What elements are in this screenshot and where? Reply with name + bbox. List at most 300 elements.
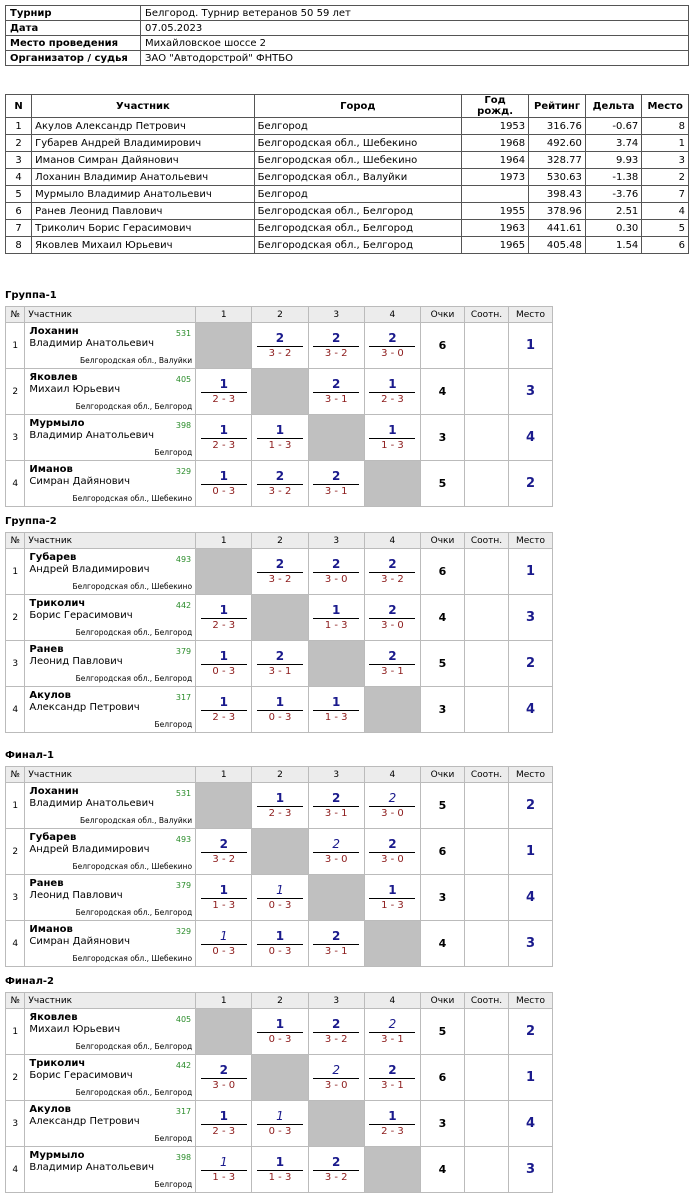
group-table: [5, 766, 553, 967]
points: 6: [421, 1055, 465, 1101]
table-row: [6, 203, 689, 220]
table-cell: Акулов Александр Петрович: [32, 118, 254, 135]
match-score: 2: [257, 331, 303, 347]
place: 4: [508, 687, 552, 733]
group-table: [5, 306, 553, 507]
row-number: 3: [6, 415, 25, 461]
row-number: 1: [6, 323, 25, 369]
game-score: 3 - 1: [324, 393, 348, 405]
group-column-header: 4: [364, 533, 420, 549]
diagonal-cell: [252, 1055, 308, 1101]
participant-surname: Яковлев: [29, 372, 78, 383]
group-column-header: Участник: [25, 993, 196, 1009]
table-cell: 378.96: [529, 203, 586, 220]
diagonal-cell: [308, 641, 364, 687]
match-result: [252, 687, 308, 733]
participant-rating: 531: [175, 789, 192, 798]
match-score: 2: [257, 557, 303, 573]
match-score: 2: [369, 791, 415, 807]
points: 3: [421, 687, 465, 733]
game-score: 3 - 0: [381, 853, 404, 865]
table-cell: 8: [6, 237, 32, 254]
participant-first-name: Симран Дайянович: [29, 936, 131, 947]
match-score: 1: [369, 377, 415, 393]
game-score: 3 - 2: [212, 853, 236, 865]
match-score: 2: [369, 557, 415, 573]
group-row: [6, 549, 553, 595]
match-score: 1: [313, 603, 359, 619]
participant-city: Белгород: [154, 1134, 193, 1143]
group-title: Финал-2: [5, 976, 55, 987]
points: 5: [421, 1009, 465, 1055]
place: 1: [508, 829, 552, 875]
match-score: 1: [369, 883, 415, 899]
info-row: [6, 36, 689, 51]
tournament-info-table: [5, 5, 689, 66]
table-cell: Лоханин Владимир Анатольевич: [32, 169, 254, 186]
match-result: [252, 1009, 308, 1055]
group-column-header: 2: [252, 307, 308, 323]
group-column-header: 2: [252, 993, 308, 1009]
game-score: 1 - 3: [212, 1171, 236, 1183]
participant-city: Белгородская обл., Шебекино: [72, 582, 193, 591]
place: 4: [508, 1101, 552, 1147]
game-score: 2 - 3: [212, 439, 236, 451]
group-row: [6, 687, 553, 733]
group-row: [6, 461, 553, 507]
group-column-header: Участник: [25, 533, 196, 549]
participant-surname: Мурмыло: [29, 418, 85, 429]
participant-cell: [25, 687, 196, 733]
table-cell: 1: [642, 135, 689, 152]
points: 6: [421, 829, 465, 875]
match-score: 2: [369, 1063, 415, 1079]
participant-first-name: Борис Герасимович: [29, 1070, 133, 1081]
result-box: [369, 377, 415, 407]
group-row: [6, 641, 553, 687]
match-result: [308, 687, 364, 733]
group-column-header: Соотн.: [464, 993, 508, 1009]
points: 6: [421, 549, 465, 595]
participant-cell: [25, 415, 196, 461]
participant-surname: Лоханин: [29, 326, 79, 337]
match-result: [196, 1101, 252, 1147]
info-value: Белгород. Турнир ветеранов 50 59 лет: [141, 6, 689, 21]
result-box: [313, 331, 359, 361]
table-cell: -1.38: [585, 169, 641, 186]
table-row: [6, 186, 689, 203]
place: 4: [508, 875, 552, 921]
match-result: [196, 369, 252, 415]
match-result: [308, 461, 364, 507]
ratio: [464, 369, 508, 415]
match-result: [308, 549, 364, 595]
diagonal-cell: [196, 549, 252, 595]
table-cell: 316.76: [529, 118, 586, 135]
group-row: [6, 595, 553, 641]
table-cell: Триколич Борис Герасимович: [32, 220, 254, 237]
result-box: [313, 791, 359, 821]
ratio: [464, 461, 508, 507]
match-score: 1: [257, 423, 303, 439]
points: 6: [421, 323, 465, 369]
participant-surname: Лоханин: [29, 786, 79, 797]
group-column-header: №: [6, 307, 25, 323]
points: 4: [421, 921, 465, 967]
ratio: [464, 323, 508, 369]
match-score: 2: [313, 377, 359, 393]
participant-rating: 317: [175, 1107, 192, 1116]
result-box: [313, 377, 359, 407]
participant-city: Белгородская обл., Шебекино: [72, 862, 193, 871]
group-row: [6, 783, 553, 829]
info-row: [6, 51, 689, 66]
row-number: 3: [6, 875, 25, 921]
participant-cell: [25, 1009, 196, 1055]
ratio: [464, 875, 508, 921]
match-score: 1: [369, 423, 415, 439]
match-score: 1: [201, 649, 247, 665]
match-score: 1: [201, 423, 247, 439]
participant-rating: 442: [175, 1061, 192, 1070]
table-cell: 6: [6, 203, 32, 220]
participant-rating: 442: [175, 601, 192, 610]
match-score: 1: [257, 791, 303, 807]
group-column-header: Участник: [25, 767, 196, 783]
group-row: [6, 1009, 553, 1055]
match-result: [364, 1055, 420, 1101]
match-result: [364, 829, 420, 875]
column-header: Рейтинг: [529, 95, 586, 118]
game-score: 2 - 3: [212, 1125, 236, 1137]
game-score: 3 - 1: [324, 485, 348, 497]
table-row: [6, 220, 689, 237]
participant-first-name: Владимир Анатольевич: [29, 798, 154, 809]
participant-city: Белгород: [154, 448, 193, 457]
group-header-row: [6, 993, 553, 1009]
group-column-header: Очки: [421, 533, 465, 549]
match-result: [252, 783, 308, 829]
match-score: 2: [257, 469, 303, 485]
participant-rating: 493: [175, 835, 192, 844]
group-column-header: 2: [252, 533, 308, 549]
participant-surname: Ранев: [29, 878, 64, 889]
group-column-header: 1: [196, 533, 252, 549]
participant-first-name: Владимир Анатольевич: [29, 430, 154, 441]
result-box: [369, 1063, 415, 1093]
table-cell: 1973: [462, 169, 529, 186]
group-row: [6, 1101, 553, 1147]
place: 1: [508, 323, 552, 369]
place: 2: [508, 783, 552, 829]
participant-rating: 379: [175, 647, 192, 656]
participant-cell: [25, 829, 196, 875]
result-box: [313, 603, 359, 633]
game-score: 2 - 3: [381, 393, 404, 405]
result-box: [201, 883, 247, 913]
row-number: 1: [6, 1009, 25, 1055]
group-column-header: Очки: [421, 307, 465, 323]
row-number: 4: [6, 1147, 25, 1193]
game-score: 3 - 0: [381, 807, 404, 819]
game-score: 0 - 3: [212, 485, 236, 497]
match-score: 1: [257, 1155, 303, 1171]
participant-first-name: Александр Петрович: [29, 702, 140, 713]
match-result: [252, 549, 308, 595]
match-result: [308, 1009, 364, 1055]
result-box: [313, 837, 359, 867]
points: 4: [421, 1147, 465, 1193]
diagonal-cell: [308, 1101, 364, 1147]
match-result: [252, 1101, 308, 1147]
result-box: [201, 1063, 247, 1093]
participants-table: [5, 94, 689, 254]
match-score: 2: [369, 837, 415, 853]
participant-rating: 531: [175, 329, 192, 338]
participant-first-name: Леонид Павлович: [29, 656, 123, 667]
table-cell: 1: [6, 118, 32, 135]
info-label: Место проведения: [6, 36, 141, 51]
participant-first-name: Борис Герасимович: [29, 610, 133, 621]
ratio: [464, 921, 508, 967]
match-score: 1: [201, 883, 247, 899]
group-column-header: 3: [308, 533, 364, 549]
group-column-header: Соотн.: [464, 767, 508, 783]
participant-cell: [25, 549, 196, 595]
table-cell: -3.76: [585, 186, 641, 203]
diagonal-cell: [252, 595, 308, 641]
game-score: 3 - 2: [324, 347, 348, 359]
game-score: 3 - 0: [381, 347, 404, 359]
column-header: N: [6, 95, 32, 118]
participant-cell: [25, 1147, 196, 1193]
participant-cell: [25, 1055, 196, 1101]
game-score: 1 - 3: [212, 899, 236, 911]
table-cell: 441.61: [529, 220, 586, 237]
table-cell: 5: [642, 220, 689, 237]
participant-surname: Акулов: [29, 1104, 71, 1115]
group-column-header: 4: [364, 993, 420, 1009]
group-title: Группа-1: [5, 290, 57, 301]
result-box: [257, 1109, 303, 1139]
match-result: [196, 875, 252, 921]
match-result: [196, 921, 252, 967]
match-result: [252, 641, 308, 687]
table-cell: 405.48: [529, 237, 586, 254]
participant-surname: Триколич: [29, 1058, 86, 1069]
match-score: 1: [313, 695, 359, 711]
result-box: [369, 331, 415, 361]
match-score: 1: [201, 377, 247, 393]
game-score: 3 - 1: [324, 807, 348, 819]
diagonal-cell: [308, 875, 364, 921]
match-score: 2: [313, 469, 359, 485]
result-box: [313, 557, 359, 587]
match-score: 1: [201, 603, 247, 619]
game-score: 3 - 2: [268, 485, 292, 497]
match-result: [252, 323, 308, 369]
result-box: [369, 1109, 415, 1139]
group-title: Группа-2: [5, 516, 57, 527]
row-number: 1: [6, 783, 25, 829]
group-row: [6, 415, 553, 461]
place: 3: [508, 369, 552, 415]
group-table: [5, 992, 553, 1193]
group-column-header: №: [6, 993, 25, 1009]
diagonal-cell: [252, 829, 308, 875]
group-row: [6, 1055, 553, 1101]
match-score: 2: [201, 1063, 247, 1079]
participant-cell: [25, 461, 196, 507]
group-column-header: №: [6, 533, 25, 549]
column-header: Участник: [32, 95, 254, 118]
row-number: 3: [6, 641, 25, 687]
points: 5: [421, 461, 465, 507]
place: 3: [508, 595, 552, 641]
match-result: [196, 641, 252, 687]
table-cell: 4: [642, 203, 689, 220]
match-score: 2: [369, 1017, 415, 1033]
participant-cell: [25, 369, 196, 415]
match-result: [364, 549, 420, 595]
participant-first-name: Михаил Юрьевич: [29, 384, 121, 395]
game-score: 0 - 3: [212, 665, 236, 677]
ratio: [464, 687, 508, 733]
row-number: 4: [6, 687, 25, 733]
match-result: [364, 641, 420, 687]
match-result: [252, 415, 308, 461]
match-result: [308, 829, 364, 875]
game-score: 3 - 0: [324, 573, 348, 585]
table-cell: 2: [6, 135, 32, 152]
diagonal-cell: [196, 323, 252, 369]
match-score: 1: [201, 469, 247, 485]
participant-surname: Акулов: [29, 690, 71, 701]
points: 3: [421, 1101, 465, 1147]
result-box: [369, 837, 415, 867]
match-score: 2: [257, 649, 303, 665]
group-column-header: Соотн.: [464, 533, 508, 549]
match-score: 2: [313, 1017, 359, 1033]
place: 2: [508, 641, 552, 687]
match-score: 2: [369, 603, 415, 619]
row-number: 4: [6, 461, 25, 507]
match-score: 2: [313, 1155, 359, 1171]
group-column-header: 2: [252, 767, 308, 783]
participant-cell: [25, 595, 196, 641]
result-box: [369, 883, 415, 913]
participant-first-name: Владимир Анатольевич: [29, 1162, 154, 1173]
participant-city: Белгород: [154, 1180, 193, 1189]
table-cell: Белгород: [254, 118, 461, 135]
group-row: [6, 875, 553, 921]
match-score: 1: [257, 883, 303, 899]
ratio: [464, 783, 508, 829]
result-box: [257, 1017, 303, 1047]
group-column-header: 3: [308, 307, 364, 323]
participant-first-name: Андрей Владимирович: [29, 564, 150, 575]
column-header: Место: [642, 95, 689, 118]
group-title: Финал-1: [5, 750, 55, 761]
participant-city: Белгородская обл., Шебекино: [72, 494, 193, 503]
table-cell: 1955: [462, 203, 529, 220]
match-score: 1: [257, 1017, 303, 1033]
ratio: [464, 1147, 508, 1193]
participant-surname: Губарев: [29, 552, 77, 563]
group-column-header: Место: [508, 307, 552, 323]
game-score: 1 - 3: [381, 439, 404, 451]
participant-rating: 329: [175, 467, 192, 476]
table-cell: 530.63: [529, 169, 586, 186]
match-result: [196, 687, 252, 733]
table-cell: 3: [6, 152, 32, 169]
participant-city: Белгородская обл., Белгород: [75, 628, 193, 637]
diagonal-cell: [364, 921, 420, 967]
place: 4: [508, 415, 552, 461]
group-column-header: 1: [196, 767, 252, 783]
column-header: Год рожд.: [462, 95, 529, 118]
game-score: 0 - 3: [268, 899, 292, 911]
table-cell: 328.77: [529, 152, 586, 169]
table-cell: Белгородская обл., Белгород: [254, 237, 461, 254]
group-column-header: Место: [508, 993, 552, 1009]
result-box: [257, 929, 303, 959]
result-box: [369, 423, 415, 453]
participant-city: Белгородская обл., Шебекино: [72, 954, 193, 963]
group-row: [6, 829, 553, 875]
table-cell: -0.67: [585, 118, 641, 135]
game-score: 2 - 3: [212, 711, 236, 723]
group-row: [6, 323, 553, 369]
table-cell: 492.60: [529, 135, 586, 152]
points: 3: [421, 875, 465, 921]
table-cell: Яковлев Михаил Юрьевич: [32, 237, 254, 254]
match-result: [364, 783, 420, 829]
info-label: Турнир: [6, 6, 141, 21]
diagonal-cell: [364, 687, 420, 733]
group-column-header: 4: [364, 307, 420, 323]
table-cell: 1964: [462, 152, 529, 169]
match-score: 2: [369, 649, 415, 665]
game-score: 1 - 3: [268, 439, 292, 451]
game-score: 1 - 3: [324, 619, 348, 631]
ratio: [464, 829, 508, 875]
match-result: [196, 415, 252, 461]
participant-surname: Яковлев: [29, 1012, 78, 1023]
ratio: [464, 1009, 508, 1055]
result-box: [201, 377, 247, 407]
game-score: 0 - 3: [268, 1125, 292, 1137]
game-score: 1 - 3: [268, 1171, 292, 1183]
participant-city: Белгородская обл., Белгород: [75, 1088, 193, 1097]
group-column-header: 1: [196, 307, 252, 323]
match-score: 1: [201, 1155, 247, 1171]
table-cell: 1965: [462, 237, 529, 254]
ratio: [464, 1101, 508, 1147]
info-row: [6, 6, 689, 21]
group-column-header: 4: [364, 767, 420, 783]
match-result: [196, 1147, 252, 1193]
participant-first-name: Андрей Владимирович: [29, 844, 150, 855]
table-cell: 3: [642, 152, 689, 169]
participant-cell: [25, 323, 196, 369]
participant-surname: Ранев: [29, 644, 64, 655]
table-cell: Мурмыло Владимир Анатольевич: [32, 186, 254, 203]
result-box: [313, 1155, 359, 1185]
match-result: [252, 921, 308, 967]
table-row: [6, 135, 689, 152]
table-row: [6, 152, 689, 169]
